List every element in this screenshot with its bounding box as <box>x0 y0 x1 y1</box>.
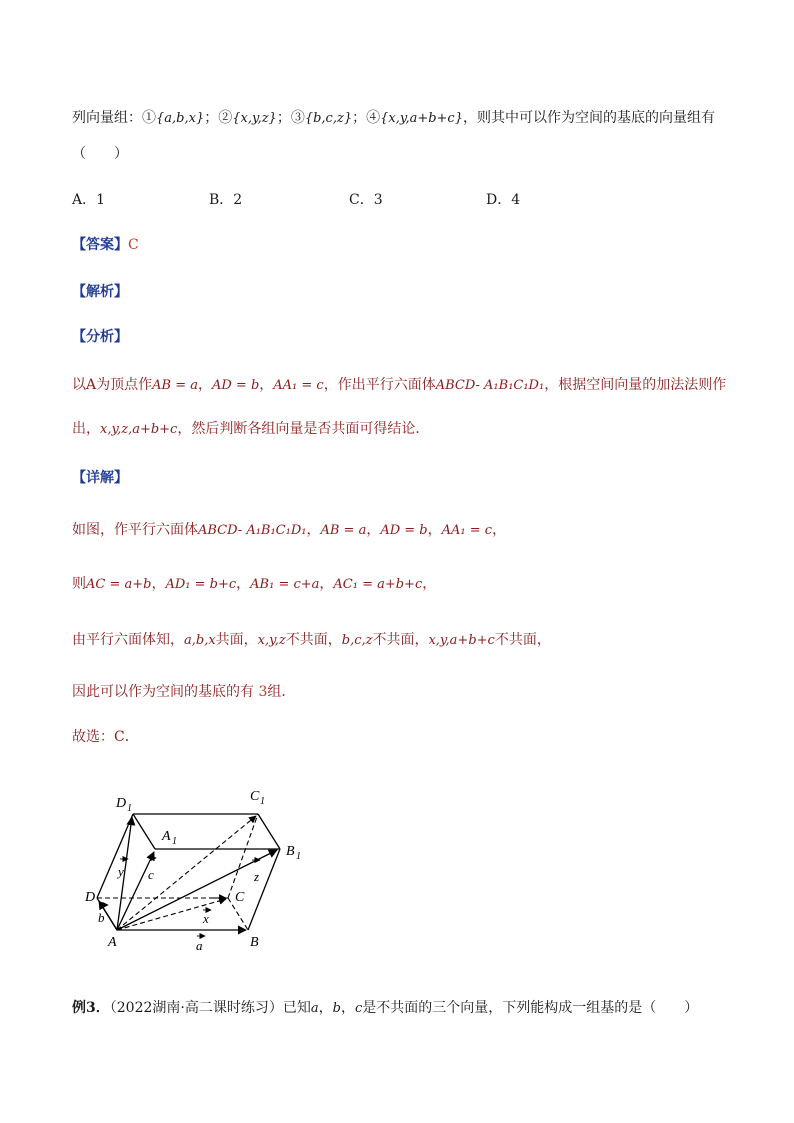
text: ，然后判断各组向量是否共面可得结论． <box>177 421 430 437</box>
vector-ac <box>117 899 226 930</box>
text: ，根据空间向量的加法法则作 <box>544 377 727 393</box>
analysis-tag: 【解析】 <box>72 284 128 300</box>
label-b-vec: b <box>98 910 105 925</box>
text: ， <box>318 1000 333 1016</box>
label-c: C <box>235 890 245 905</box>
text: ，作出平行六面体 <box>323 377 436 393</box>
analysis-line-1: 以A为顶点作AB = a，AD = b，AA₁ = c，作出平行六面体ABCD- A₁B₁C₁D₁，根据空间向量的加法法则作 <box>72 377 727 393</box>
math-ad: AD = b <box>211 378 260 393</box>
label-b: B <box>250 935 259 950</box>
label-d1: D <box>116 796 127 811</box>
option-c: C．3 <box>349 192 383 208</box>
label-c1-sub: 1 <box>260 796 265 807</box>
detail-tag: 【详解】 <box>72 470 128 486</box>
text: 出， <box>72 421 100 437</box>
label-c-vec: c <box>148 867 154 882</box>
answer-tag: 【答案】 <box>72 237 128 253</box>
analysis-sub-tag: 【分析】 <box>72 329 128 345</box>
label-b1-sub: 1 <box>296 851 301 862</box>
label-y: y <box>118 864 124 879</box>
label-a1-sub: 1 <box>172 836 177 847</box>
vector-set-3: {b,c,z} <box>304 111 353 126</box>
label-d: D <box>85 890 96 905</box>
label-a1: A <box>162 829 171 844</box>
text: 则 <box>72 576 86 592</box>
math-parallelepiped: ABCD- A₁B₁C₁D₁ <box>198 523 307 538</box>
math-ab1: AB₁ = c+a <box>250 577 320 592</box>
label-x: x <box>203 911 209 926</box>
answer-line <box>72 235 734 255</box>
edge-c1b1 <box>258 814 280 849</box>
math-set: x,y,z <box>257 633 286 648</box>
text: 不共面， <box>285 632 342 648</box>
question-prefix: 列向量组：① <box>72 110 156 126</box>
separator: ；② <box>204 110 233 126</box>
math-ad1: AD₁ = b+c <box>165 577 237 592</box>
example-source: （2022湖南·高二课时练习） <box>109 1000 283 1016</box>
parallelepiped-figure <box>80 780 320 960</box>
math-ad: AD = b <box>380 523 428 538</box>
detail-line-5: 故选：C． <box>72 729 139 745</box>
math-set: x,y,a+b+c <box>428 633 495 648</box>
text: 已知 <box>282 1000 311 1016</box>
options-row <box>72 190 734 210</box>
answer-value: C <box>128 237 139 253</box>
option-d: D．4 <box>486 192 521 208</box>
separator: ；③ <box>276 110 305 126</box>
label-b1: B <box>286 844 295 859</box>
analysis-line-2 <box>72 419 734 440</box>
text: 因此可以作为空间的基底的有 <box>72 684 254 700</box>
text: 组． <box>267 684 296 700</box>
label-c1: C <box>250 789 260 804</box>
vector-b: b <box>332 1001 341 1016</box>
edge-d1a1 <box>133 814 155 849</box>
vector-ac1 <box>117 816 256 930</box>
vector-set-2: {x,y,z} <box>232 111 277 126</box>
text: ， <box>340 1000 355 1016</box>
detail-line-1: 如图，作平行六面体ABCD- A₁B₁C₁D₁，AB = a，AD = b，AA₁ = c， <box>72 522 507 538</box>
vector-a: a <box>310 1001 319 1016</box>
question-suffix: ，则其中可以作为空间的基底的向量组有 <box>463 110 715 126</box>
math-aa1: AA₁ = c <box>273 378 324 393</box>
math-set: b,c,z <box>341 633 373 648</box>
question-line-2: （ ） <box>72 146 128 162</box>
detail-line-4 <box>72 682 734 702</box>
vector-c: c <box>354 1001 363 1016</box>
label-d1-sub: 1 <box>127 803 132 814</box>
label-a: A <box>108 935 117 950</box>
text: 是不共面的三个向量，下列能构成一组基的是（ ） <box>362 1000 699 1016</box>
text: 以A为顶点作 <box>72 377 153 393</box>
math-ac1: AC₁ = a+b+c <box>333 577 423 592</box>
text: 不共面， <box>372 632 429 648</box>
vector-set-4: {x,y,a+b+c} <box>380 111 463 126</box>
text: 由平行六面体知， <box>72 632 184 648</box>
detail-line-3 <box>72 630 734 651</box>
edge-dd1 <box>97 814 133 898</box>
count-value: 3 <box>258 684 268 700</box>
math-set: a,b,x <box>184 633 216 648</box>
question-line-1 <box>72 108 734 129</box>
option-b: B．2 <box>209 192 243 208</box>
example-3-line <box>72 998 734 1019</box>
math-parallelepiped: ABCD- A₁B₁C₁D₁ <box>435 378 545 393</box>
label-z: z <box>254 869 260 884</box>
vector-set-1: {a,b,x} <box>156 111 205 126</box>
edge-b1b <box>248 849 280 930</box>
math-ab: AB = a <box>152 378 198 393</box>
math-aa1: AA₁ = c <box>441 523 493 538</box>
example-prefix: 例3． <box>72 1000 110 1016</box>
text: 共面， <box>215 632 258 648</box>
separator: ；④ <box>352 110 381 126</box>
math-ab: AB = a <box>320 523 367 538</box>
text: 不共面， <box>494 632 551 648</box>
detail-line-2: 则AC = a+b，AD₁ = b+c，AB₁ = c+a，AC₁ = a+b+c， <box>72 576 437 592</box>
text: 如图，作平行六面体 <box>72 522 198 538</box>
label-a-vec: a <box>196 938 203 953</box>
math-vectors: x,y,z,a+b+c <box>100 422 178 437</box>
option-a: A．1 <box>72 192 106 208</box>
math-ac: AC = a+b <box>86 577 152 592</box>
